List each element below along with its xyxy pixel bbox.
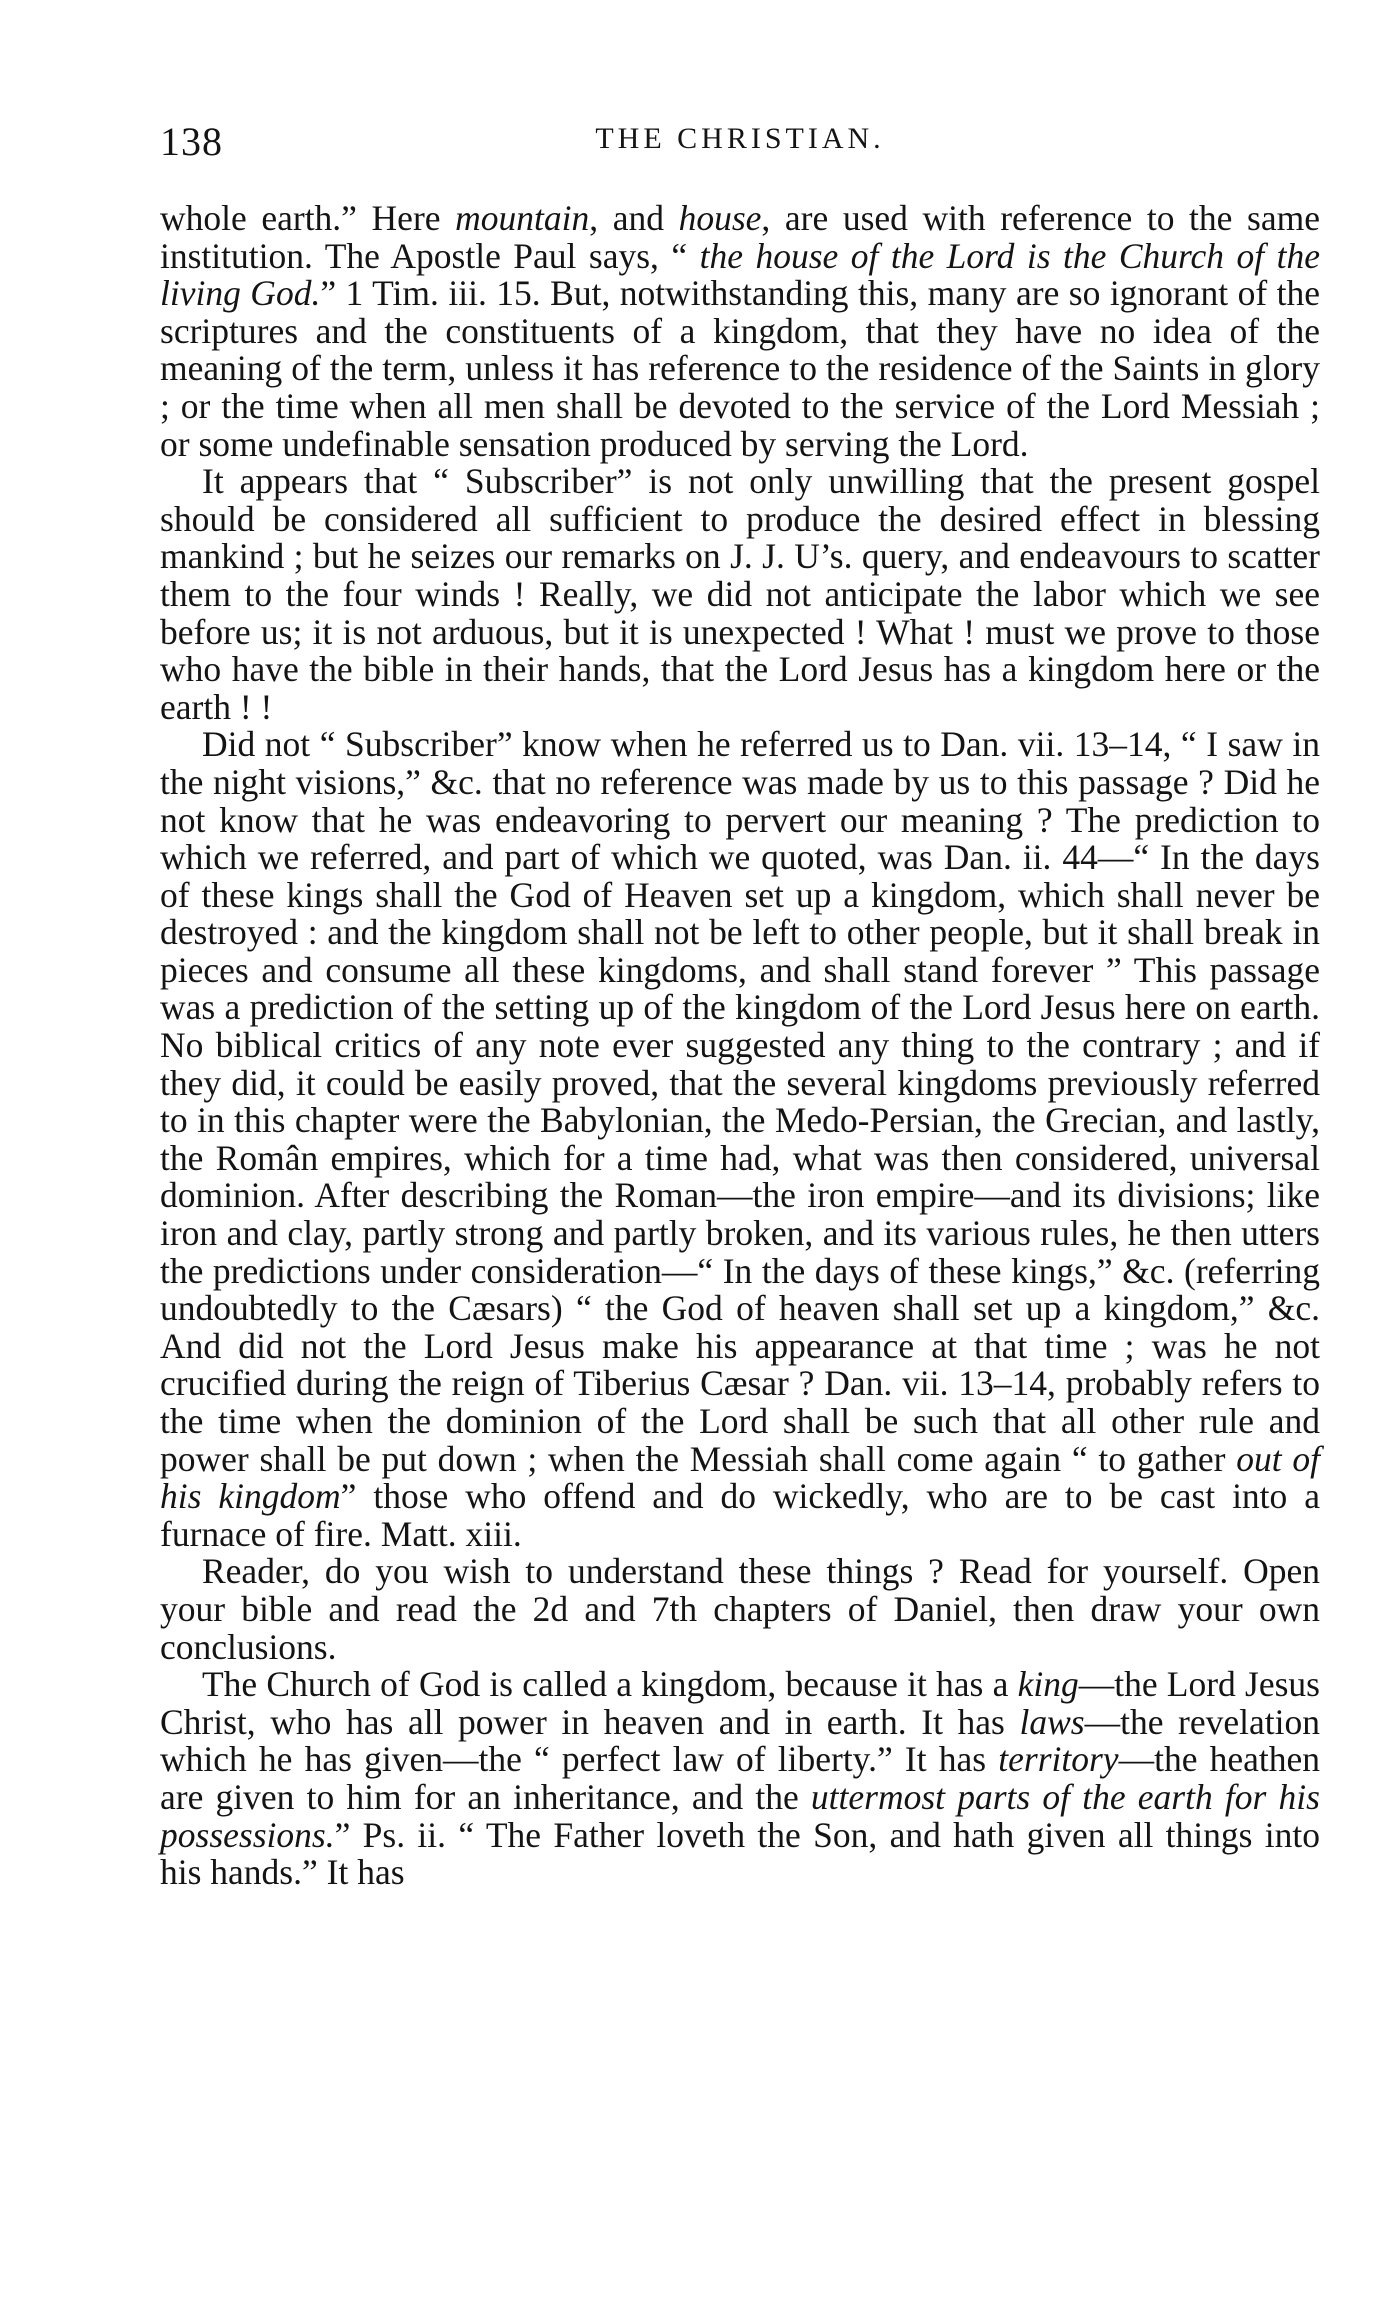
text-run: —the Lord Jesus Christ, who has all power in heaven and in earth. It has [160, 1664, 1320, 1742]
text-run: Did not “ Subscriber” know when he referred us to Dan. vii. 13–14, “ I saw in the night visions,” &c. that no reference was made by us to this passage ? Did he not know that he was endeavoring to pervert our meaning ? The prediction to which we referred, and part of which we quoted, was Dan. ii. 44—“ In the days of these kings shall the God of Heaven set up a kingdom, which shall never be destroyed : and the kingdom shall not be left to other people, but it shall break in pieces and consume all these kingdoms, and shall stand forever ” This passage was a prediction of the setting up of the kingdom of the Lord Jesus here on earth. No biblical critics of any note ever suggested any thing to the contrary ; and if they did, it could be easily proved, that the several kingdoms previously referred to in this chapter were the Babylonian, the Medo-Persian, the Grecian, and lastly, the Român empires, which for a time had, what was then considered, universal dominion. After describing the Roman—the iron empire—and its divisions; like iron and clay, partly strong and partly broken, and its various rules, he then utters the predictions under consideration—“ In the days of these kings,” &c. (referring undoubtedly to the Cæsars) “ the God of heaven shall set up a kingdom,” &c. And did not the Lord Jesus make his appearance at that time ; was he not crucified during the reign of Tiberius Cæsar ? Dan. vii. 13–14, probably refers to the time when the dominion of the Lord shall be such that all other rule and power shall be put down ; when the Messiah shall come again “ to gather [160, 724, 1320, 1479]
italic-text: the house of the Lord is the Church of the living God. [160, 235, 1320, 314]
text-run: ” those who offend and do wickedly, who are to be cast into a furnace of fire. Matt. xiii. [160, 1476, 1320, 1554]
text-run: ” Ps. ii. “ The Father loveth the Son, and hath given all things into his hands.” It has [160, 1814, 1320, 1893]
paragraph-p3 [160, 726, 1320, 1553]
page-header [160, 118, 1320, 178]
text-run: , are used with reference to the same institution. The Apostle Paul says, “ [160, 198, 1320, 276]
italic-text: king [1017, 1664, 1079, 1705]
paragraph-p4 [160, 1553, 1320, 1666]
text-run: —the heathen are given to him for an inheritance, and the [160, 1739, 1320, 1817]
italic-text: laws [1019, 1701, 1085, 1742]
page-number: 138 [160, 119, 223, 164]
italic-text: uttermost parts of the earth for his possessions. [160, 1776, 1320, 1855]
text-run: —the revelation which he has given—the “ perfect law of liberty.” It has [160, 1701, 1320, 1780]
text-run: The Church of God is called a kingdom, because it has a [202, 1664, 1018, 1705]
running-title: THE CHRISTIAN. [595, 122, 885, 155]
text-run: Reader, do you wish to understand these things ? Read for yourself. Open your bible and read the 2d and 7th chapters of Daniel, then draw your own conclusions. [160, 1551, 1320, 1667]
italic-text: mountain [455, 198, 590, 238]
book-page [160, 118, 1320, 1892]
paragraph-p1 [160, 200, 1320, 463]
text-run: It appears that “ Subscriber” is not only unwilling that the present gospel should be considered all sufficient to produce the desired effect in blessing mankind ; but he seizes our remarks on J. J. U’s. query, and endeavours to scatter them to the four winds ! Really, we did not anticipate the labor which we see before us; it is not arduous, but it is unexpected ! What ! must we prove to those who have the bible in their hands, that the Lord Jesus has a kingdom here or the earth ! ! [160, 461, 1320, 727]
body-text [160, 200, 1320, 1892]
italic-text: house [678, 198, 762, 238]
italic-text: out of his kingdom [160, 1438, 1320, 1517]
paragraph-p2 [160, 463, 1320, 726]
paragraph-p5 [160, 1666, 1320, 1892]
text-run: ” 1 Tim. iii. 15. But, notwithstanding this, many are so ignorant of the scriptures and the constituents of a kingdom, that they have no idea of the meaning of the term, unless it has reference to the residence of the Saints in glory ; or the time when all men shall be devoted to the service of the Lord Messiah ; or some undefinable sensation produced by serving the Lord. [160, 273, 1320, 464]
italic-text: territory [998, 1739, 1119, 1780]
text-run: , and [589, 198, 679, 238]
text-run: whole earth.” Here [160, 198, 456, 238]
